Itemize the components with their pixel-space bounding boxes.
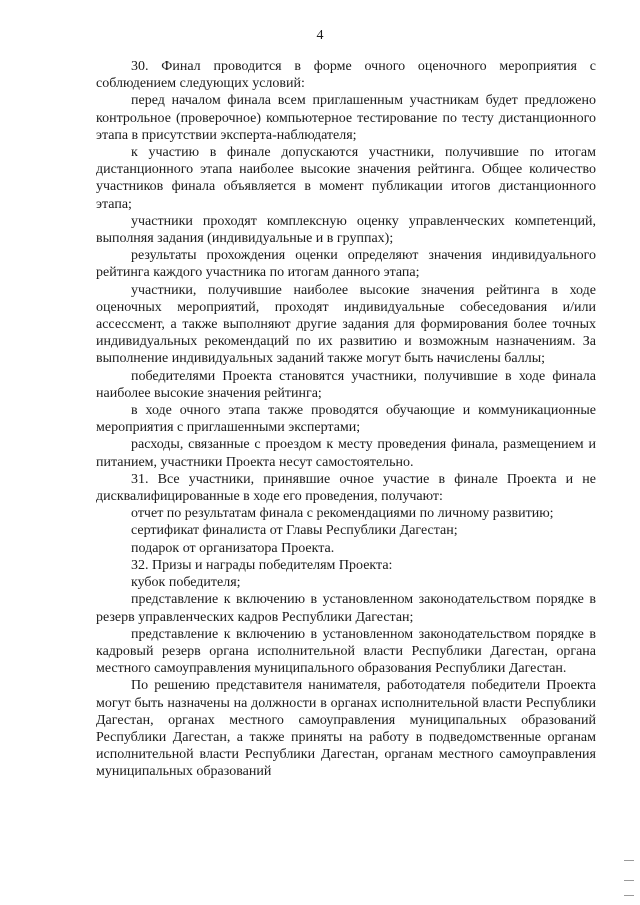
scan-edge-mark [624,860,634,861]
paragraph-winners: победителями Проекта становятся участники, получившие в ходе финала наиболее высокие значения рейтинга; [96,368,596,401]
list-item-cup: кубок победителя; [131,575,241,591]
scan-edge-mark [624,880,634,881]
paragraph-final-admission: к участию в финале допускаются участники, получившие по итогам дистанционного этапа наиболее высокие значения рейтинга. Общее количество участников финала объявляется в момент публикации итогов дистанционного этапа; [96,145,596,212]
paragraph-training-events: в ходе очного этапа также проводятся обучающие и коммуникационные мероприятия с приглашенными экспертами; [96,403,596,436]
paragraph-travel-expenses: расходы, связанные с проездом к месту проведения финала, размещением и питанием, участники Проекта несут самостоятельно. [96,437,596,470]
paragraph-management-reserve: представление к включению в установленном законодательством порядке в резерв управленческих кадров Республики Дагестан; [96,592,596,625]
paragraph-32-intro: 32. Призы и награды победителям Проекта: [131,557,393,573]
paragraph-31-intro: 31. Все участники, принявшие очное участие в финале Проекта и не дисквалифицированные в ходе его проведения, получают: [96,471,596,505]
paragraph-appointment-decision: По решению представителя нанимателя, работодателя победители Проекта могут быть назначены на должности в органах исполнительной власти Республики Дагестан, органах местного самоуправления муниципальных образований Республики Дагестан, а также приняты на работу в подведомственные органам исполнительной власти Республики Дагестан, органам местного самоуправления муниципальных образований [96,678,596,780]
paragraph-control-testing: перед началом финала всем приглашенным участникам будет предложено контрольное (проверочное) компьютерное тестирование по тесту дистанционного этапа в присутствии эксперта-наблюдателя; [96,93,596,143]
paragraph-competency-assessment: участники проходят комплексную оценку управленческих компетенций, выполняя задания (индивидуальные и в группах); [96,213,596,247]
paragraph-assessment-results: результаты прохождения оценки определяют значения индивидуального рейтинга каждого участника по итогам данного этапа; [96,248,596,281]
paragraph-interviews: участники, получившие наиболее высокие значения рейтинга в ходе оценочных мероприятий, проходят индивидуальные собеседования и/или ассессмент, а также выполняют другие задания для формирования более точных индивидуальных рекомендаций по их развитию и возможным назначениям. За выполнение индивидуальных заданий также могут быть начислены баллы; [96,282,596,367]
list-item-gift: подарок от организатора Проекта. [131,540,335,556]
paragraph-personnel-reserve: представление к включению в установленном законодательством порядке в кадровый резерв органа исполнительной власти Республики Дагестан, органа местного самоуправления муниципального образования Республики Дагестан. [96,626,596,677]
paragraph-30-intro: 30. Финал проводится в форме очного оценочного мероприятия с соблюдением следующих условий: [96,59,596,92]
page-number: 4 [316,28,324,43]
document-body [96,58,596,781]
list-item-certificate: сертификат финалиста от Главы Республики Дагестан; [131,523,458,539]
list-item-report: отчет по результатам финала с рекомендациями по личному развитию; [131,506,554,522]
scan-edge-mark [624,895,634,896]
